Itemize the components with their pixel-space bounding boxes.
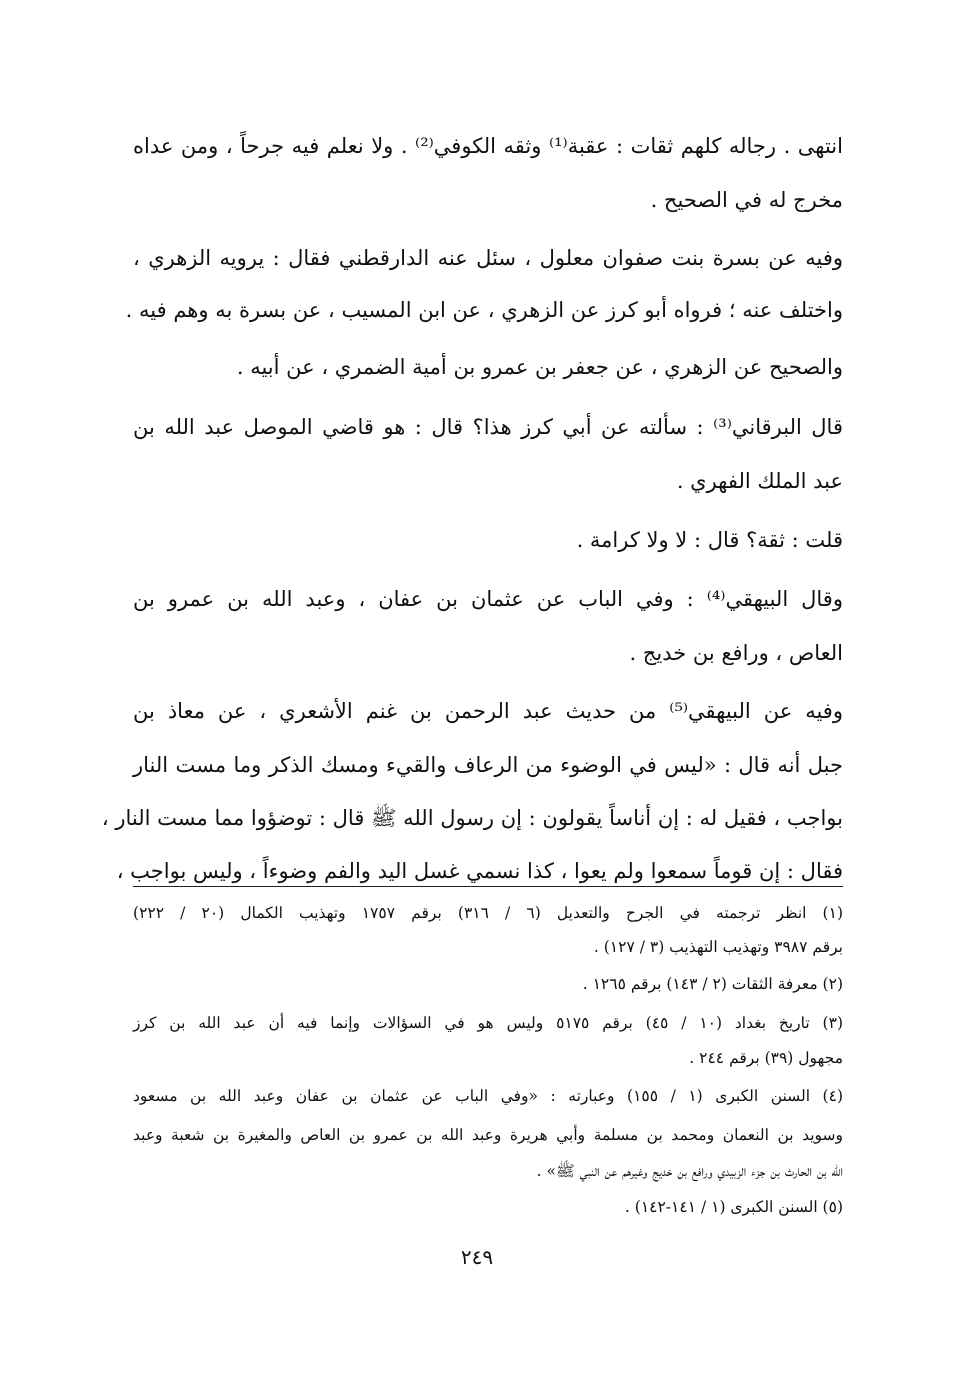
footnote-line: (٢) معرفة الثقات (٢ / ١٤٣) برقم ١٢٦٥ . bbox=[582, 975, 843, 993]
body-line: فقال : إن قوماً سمعوا ولم يعوا ، كذا نسمي غسل اليد والفم وضوءاً ، وليس بواجب ، bbox=[116, 859, 843, 883]
body-line: بواجب ، فقيل له : إن أناساً يقولون : إن رسول الله ﷺ قال : توضؤوا مما مست النار ، bbox=[101, 806, 843, 830]
body-line: مخرج له في الصحيح . bbox=[650, 188, 843, 212]
body-line: وفيه عن بسرة بنت صفوان معلول ، سئل عنه الدارقطني فقال : يرويه الزهري ، bbox=[133, 246, 843, 270]
body-line: جبل أنه قال : «ليس في الوضوء من الرعاف والقيء ومسك الذكر وما مست النار bbox=[133, 753, 843, 777]
body-line: انتهى . رجاله كلهم ثقات : عقبة⁽¹⁾ وثقه الكوفي⁽²⁾ . ولا نعلم فيه جرحاً ، ومن عداه bbox=[133, 134, 843, 158]
footnote-line: مجهول (٣٩) برقم ٢٤٤ . bbox=[689, 1049, 843, 1067]
footnote-line: (١) انظر ترجمته في الجرح والتعديل (٦ / ٣١٦) برقم ١٧٥٧ وتهذيب الكمال (٢٠ / ٢٢٢) bbox=[133, 904, 843, 922]
footnote-line: (٣) تاريخ بغداد (١٠ / ٤٥) برقم ٥١٧٥ وليس هو في السؤالات وإنما فيه أن عبد الله بن كرز bbox=[133, 1014, 843, 1032]
body-line: وقال البيهقي⁽⁴⁾ : وفي الباب عن عثمان بن عفان ، وعبد الله بن عمرو بن bbox=[133, 587, 843, 611]
body-line: والصحيح عن الزهري ، عن جعفر بن عمرو بن أمية الضمري ، عن أبيه . bbox=[236, 355, 843, 379]
body-line: قلت : ثقة؟ قال : لا ولا كرامة . bbox=[576, 528, 843, 552]
footnote-line: (٥) السنن الكبرى (١ / ١٤١-١٤٢) . bbox=[624, 1198, 843, 1216]
footnote-line: (٤) السنن الكبرى (١ / ١٥٥) وعبارته : «وفي الباب عن عثمان بن عفان وعبد الله بن مسعود bbox=[133, 1087, 843, 1105]
body-line: العاص ، ورافع بن خديج . bbox=[629, 641, 843, 665]
footnote-line: الله بن الحارث بن جزء الزبيدي ورافع بن خديج وغيرهم عن النبي ﷺ» . bbox=[536, 1162, 843, 1180]
body-line: قال البرقاني⁽³⁾ : سألته عن أبي كرز هذا؟ قال : هو قاضي الموصل عبد الله بن bbox=[133, 415, 843, 439]
footnote-separator bbox=[133, 886, 843, 887]
page-number: ٢٤٩ bbox=[460, 1245, 494, 1269]
body-line: وفيه عن البيهقي⁽⁵⁾ من حديث عبد الرحمن بن غنم الأشعري ، عن معاذ بن bbox=[133, 699, 843, 723]
body-line: واختلف عنه ؛ فرواه أبو كرز عن الزهري ، عن ابن المسيب ، عن بسرة به وهم فيه . bbox=[125, 298, 843, 322]
body-line: عبد الملك الفهري . bbox=[676, 469, 843, 493]
footnote-line: برقم ٣٩٨٧ وتهذيب التهذيب (٣ / ١٢٧) . bbox=[593, 938, 843, 956]
footnote-line: وسويد بن النعمان ومحمد بن مسلمة وأبي هريرة وعبد الله بن عمرو بن العاص والمغيرة بن شعبة وعبد bbox=[133, 1126, 843, 1144]
